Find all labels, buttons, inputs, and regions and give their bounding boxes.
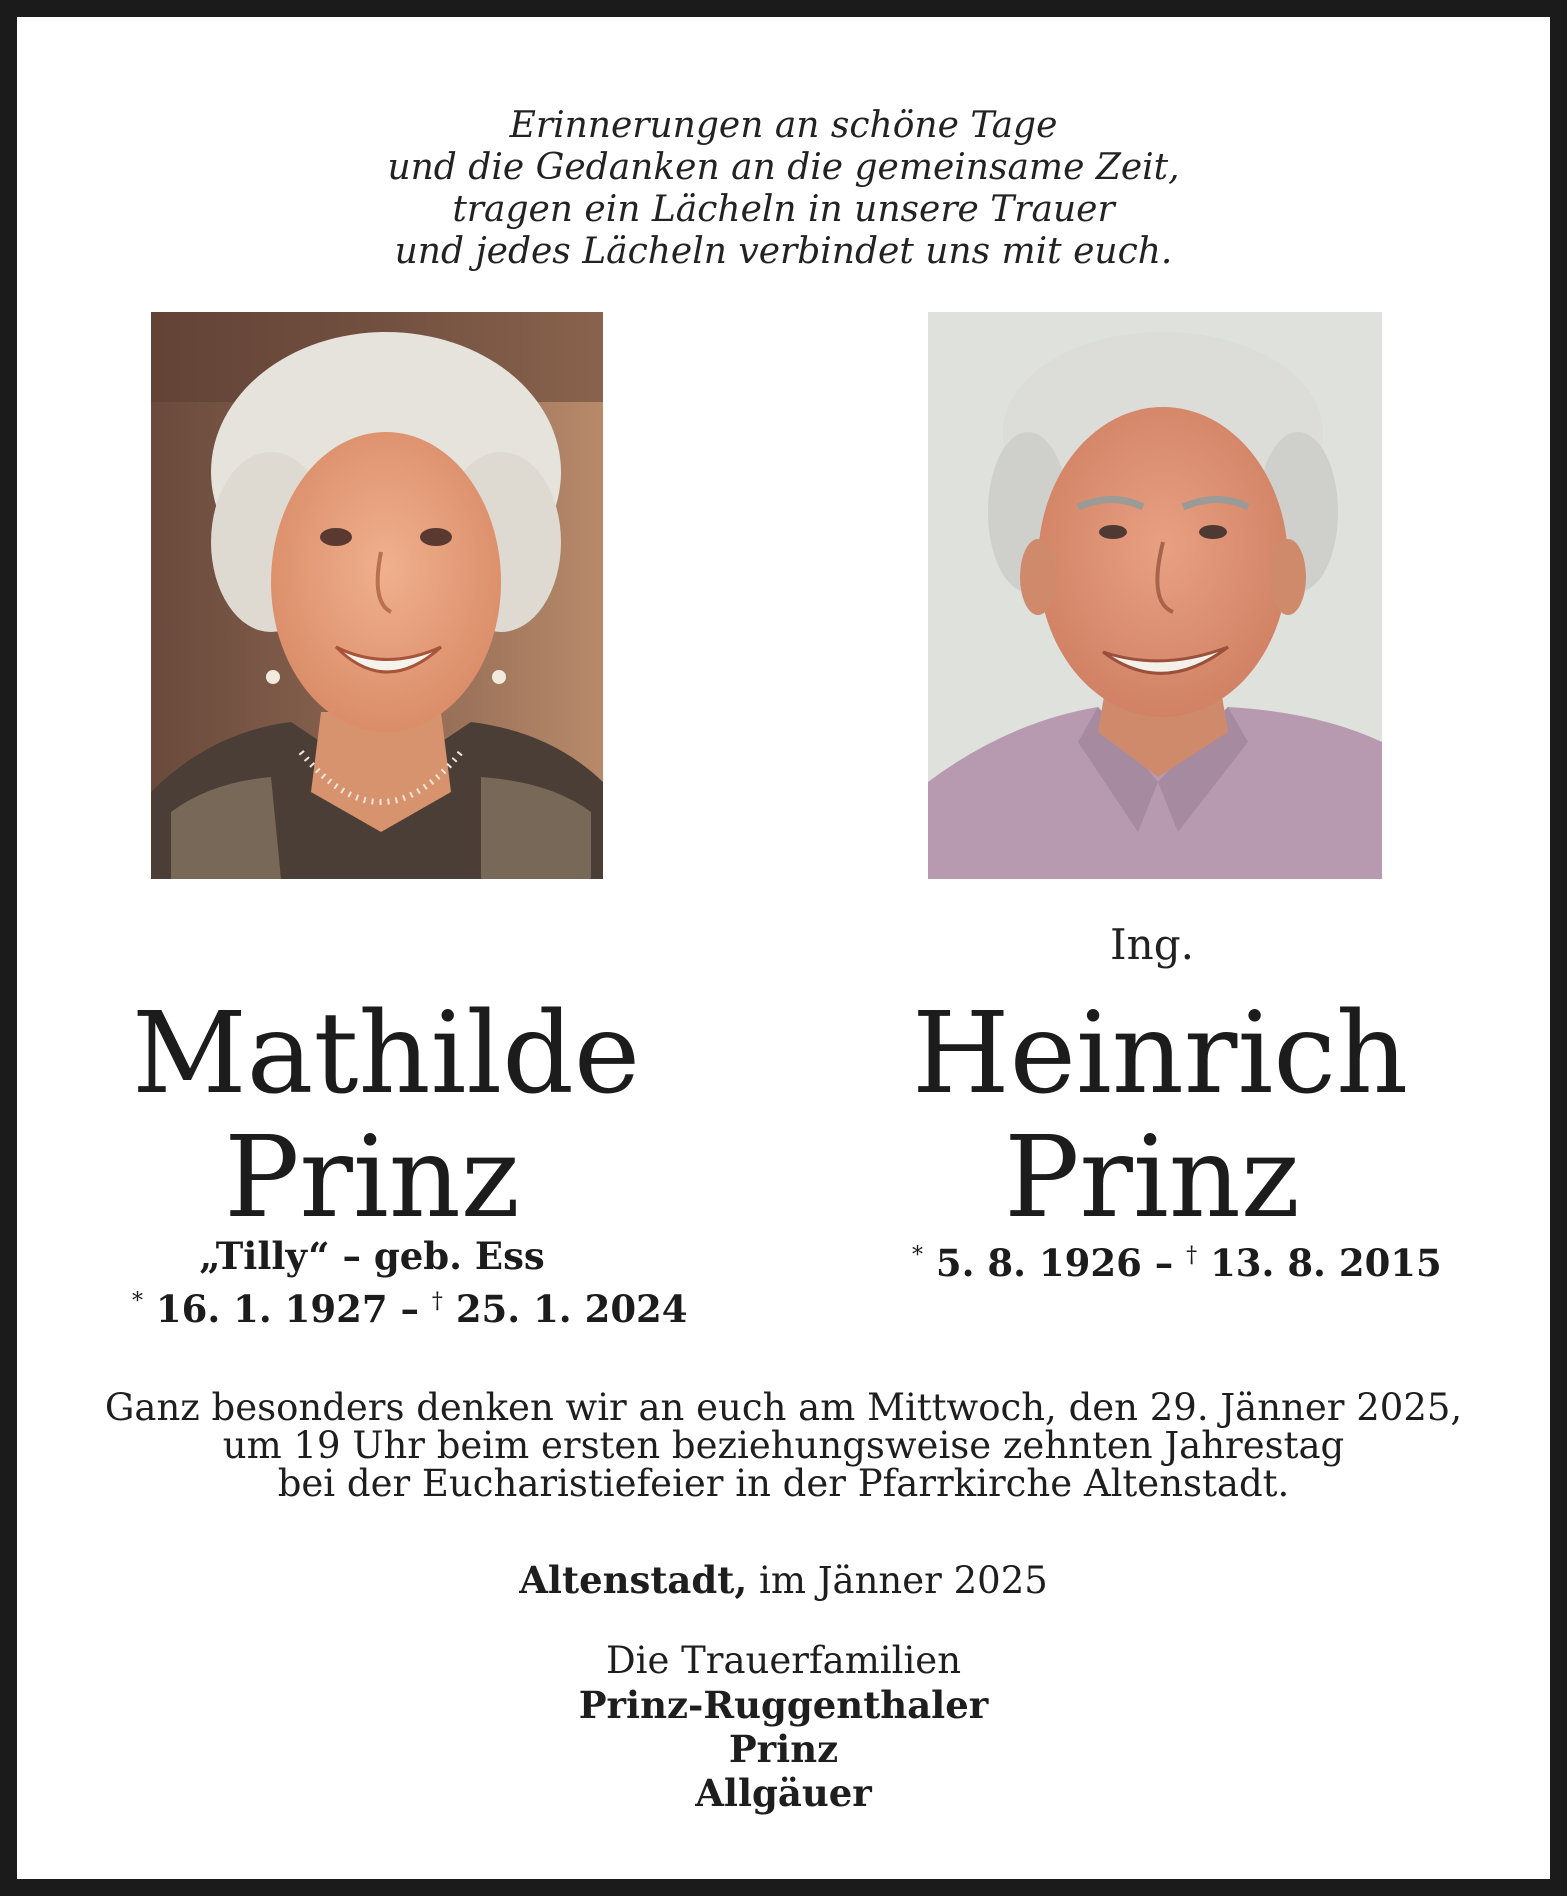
life-dates-right [912,1233,1442,1286]
name-block-left [132,989,641,1243]
place-date-line [17,1558,1550,1603]
date-text: im Jänner 2025 [759,1559,1048,1602]
death-symbol: † [1186,1243,1198,1268]
birth-date-left: 16. 1. 1927 [155,1287,388,1331]
signature-intro: Die Trauerfamilien [605,1639,962,1682]
quote-line: und jedes Lächeln verbindet uns mit euch. [394,231,1173,272]
dash: – [1154,1241,1174,1285]
family-name: Prinz [728,1727,839,1771]
dates-block-left [132,1233,688,1332]
death-symbol: † [431,1289,443,1314]
quote-line: tragen ein Lächeln in unsere Trauer [452,189,1115,230]
nickname-line: „Tilly“ – geb. Ess [199,1234,545,1278]
death-date-left: 25. 1. 2024 [455,1287,688,1331]
place-name: Altenstadt, [519,1558,748,1602]
name-block-right [912,989,1409,1243]
first-name-left: Mathilde [132,989,641,1119]
portrait-photo-right [928,312,1382,879]
dates-block-right [912,1233,1442,1286]
quote-line: Erinnerungen an schöne Tage [509,105,1058,146]
life-dates-left [132,1279,688,1332]
dash: – [400,1287,420,1331]
signature-block [17,1639,1550,1815]
quote-line: und die Gedanken an die gemeinsame Zeit, [387,147,1180,188]
portrait-photo-left [151,312,603,879]
birth-symbol: * [912,1243,923,1268]
announcement-line: Ganz besonders denken wir an euch am Mittwoch, den 29. Jänner 2025, [104,1386,1463,1429]
birth-symbol: * [132,1289,143,1314]
academic-title: Ing. [1110,920,1194,969]
memorial-announcement [17,1386,1550,1505]
last-name-right: Prinz [1004,1113,1300,1243]
first-name-right: Heinrich [912,989,1409,1119]
family-name: Allgäuer [695,1771,872,1815]
announcement-line: bei der Eucharistiefeier in der Pfarrkirche Altenstadt. [277,1462,1290,1505]
birth-date-right: 5. 8. 1926 [935,1241,1142,1285]
death-date-right: 13. 8. 2015 [1210,1241,1442,1285]
last-name-left: Prinz [224,1113,520,1243]
memorial-quote [17,105,1550,273]
announcement-line: um 19 Uhr beim ersten beziehungsweise zehnten Jahrestag [222,1424,1345,1467]
family-name: Prinz-Ruggenthaler [578,1683,989,1727]
